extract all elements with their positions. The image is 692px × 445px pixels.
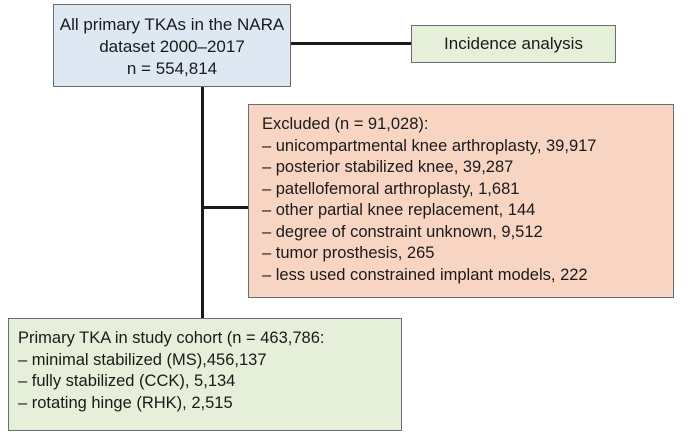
excluded-item: – unicompartmental knee arthroplasty, 39,917 [262,136,597,155]
source-line-3: n = 554,814 [126,59,218,78]
connector-main-to-excluded [201,206,248,209]
source-box [53,4,291,87]
excluded-item: – less used constrained implant models, 222 [262,265,588,284]
excluded-item: – tumor prosthesis, 265 [262,244,435,262]
incidence-box [411,25,616,63]
excluded-item: – degree of constraint unknown, 9,512 [262,222,543,241]
cohort-item: – fully stabilized (CCK), 5,134 [18,372,236,390]
cohort-header: Primary TKA in study cohort (n = 463,786: [18,329,325,347]
excluded-header: Excluded (n = 91,028): [262,115,429,133]
cohort-item: – rotating hinge (RHK), 2,515 [18,393,233,412]
cohort-item: – minimal stabilized (MS),456,137 [18,350,267,369]
cohort-box [8,318,402,431]
excluded-item: – posterior stabilized knee, 39,287 [262,158,514,176]
excluded-box [248,104,674,298]
source-line-1: All primary TKAs in the NARA [59,15,285,34]
connector-vertical-main [201,87,204,318]
incidence-label: Incidence analysis [444,34,583,53]
excluded-item: – patellofemoral arthroplasty, 1,681 [262,179,520,198]
connector-source-to-incidence [291,42,411,45]
source-line-2: dataset 2000–2017 [99,37,245,56]
excluded-item: – other partial knee replacement, 144 [262,201,536,219]
